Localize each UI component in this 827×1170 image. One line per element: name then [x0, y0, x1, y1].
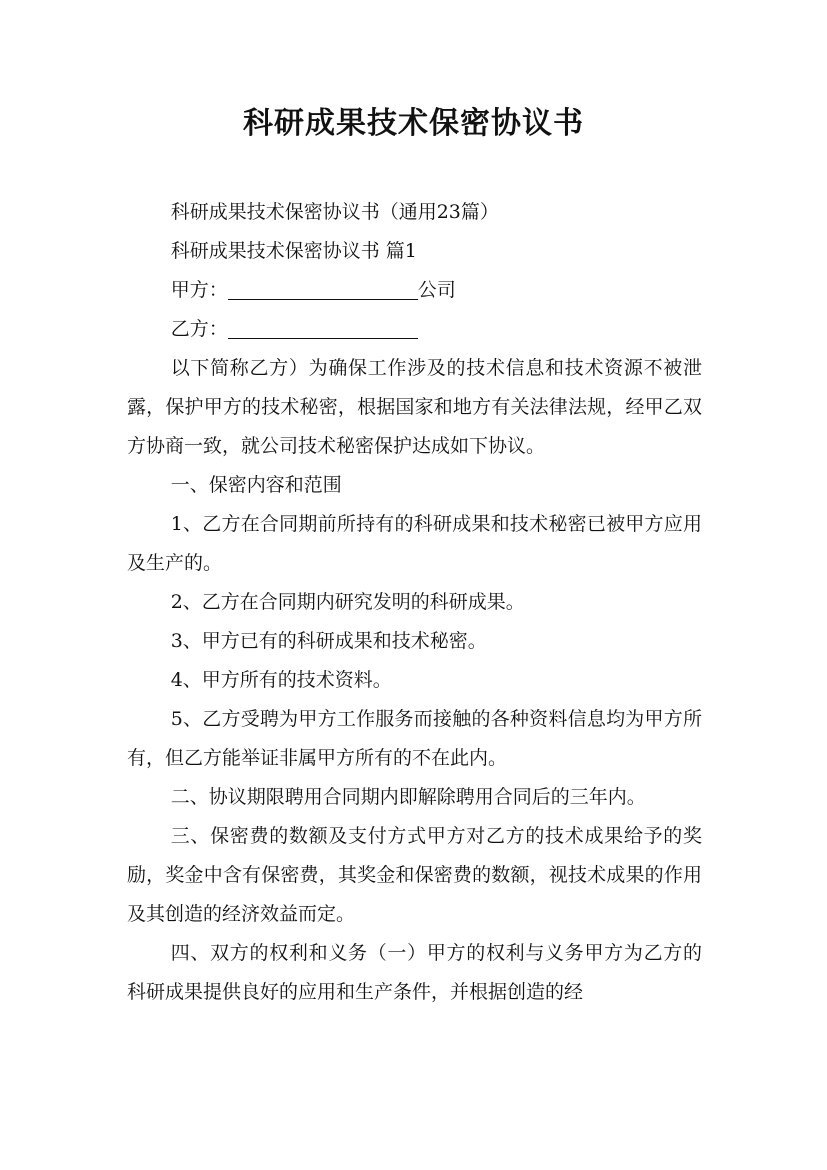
section-3-paragraph: 三、保密费的数额及支付方式甲方对乙方的技术成果给予的奖励，奖金中含有保密费，其奖金和保密费的数额，视技术成果的作用及其创造的经济效益而定。: [127, 825, 702, 925]
party-b-line: [127, 310, 702, 349]
item-1-paragraph: 1、乙方在合同期前所持有的科研成果和技术秘密已被甲方应用及生产的。: [127, 513, 702, 574]
item-4-paragraph: 4、甲方所有的技术资料。: [170, 669, 392, 691]
intro-paragraph: 以下简称乙方）为确保工作涉及的技术信息和技术资源不被泄露，保护甲方的技术秘密，根据国家和地方有关法律法规，经甲乙双方协商一致，就公司技术秘密保护达成如下协议。: [127, 357, 702, 457]
party-b-blank: [228, 316, 418, 339]
party-b-label: 乙方：: [170, 318, 228, 340]
subtitle-paragraph: 科研成果技术保密协议书（通用23篇）: [170, 201, 499, 223]
section-heading-paragraph: 科研成果技术保密协议书 篇1: [170, 240, 417, 262]
party-a-blank: [228, 277, 418, 300]
party-a-label: 甲方：: [170, 279, 228, 301]
section-4-paragraph: 四、双方的权利和义务（一）甲方的权利与义务甲方为乙方的科研成果提供良好的应用和生产条件，并根据创造的经: [127, 942, 702, 1003]
document-body: [127, 193, 702, 1012]
item-2-paragraph: 2、乙方在合同期内研究发明的科研成果。: [170, 591, 525, 613]
item-3-paragraph: 3、甲方已有的科研成果和技术秘密。: [170, 630, 487, 652]
item-5-paragraph: 5、乙方受聘为甲方工作服务而接触的各种资料信息均为甲方所有，但乙方能举证非属甲方所有的不在此内。: [127, 708, 702, 769]
document-title: 科研成果技术保密协议书: [243, 106, 584, 141]
party-a-line: [127, 271, 702, 310]
section-2-paragraph: 二、协议期限聘用合同期内即解除聘用合同后的三年内。: [170, 786, 646, 808]
section-1-heading: 一、保密内容和范围: [170, 474, 342, 496]
party-a-suffix: 公司: [417, 279, 456, 301]
